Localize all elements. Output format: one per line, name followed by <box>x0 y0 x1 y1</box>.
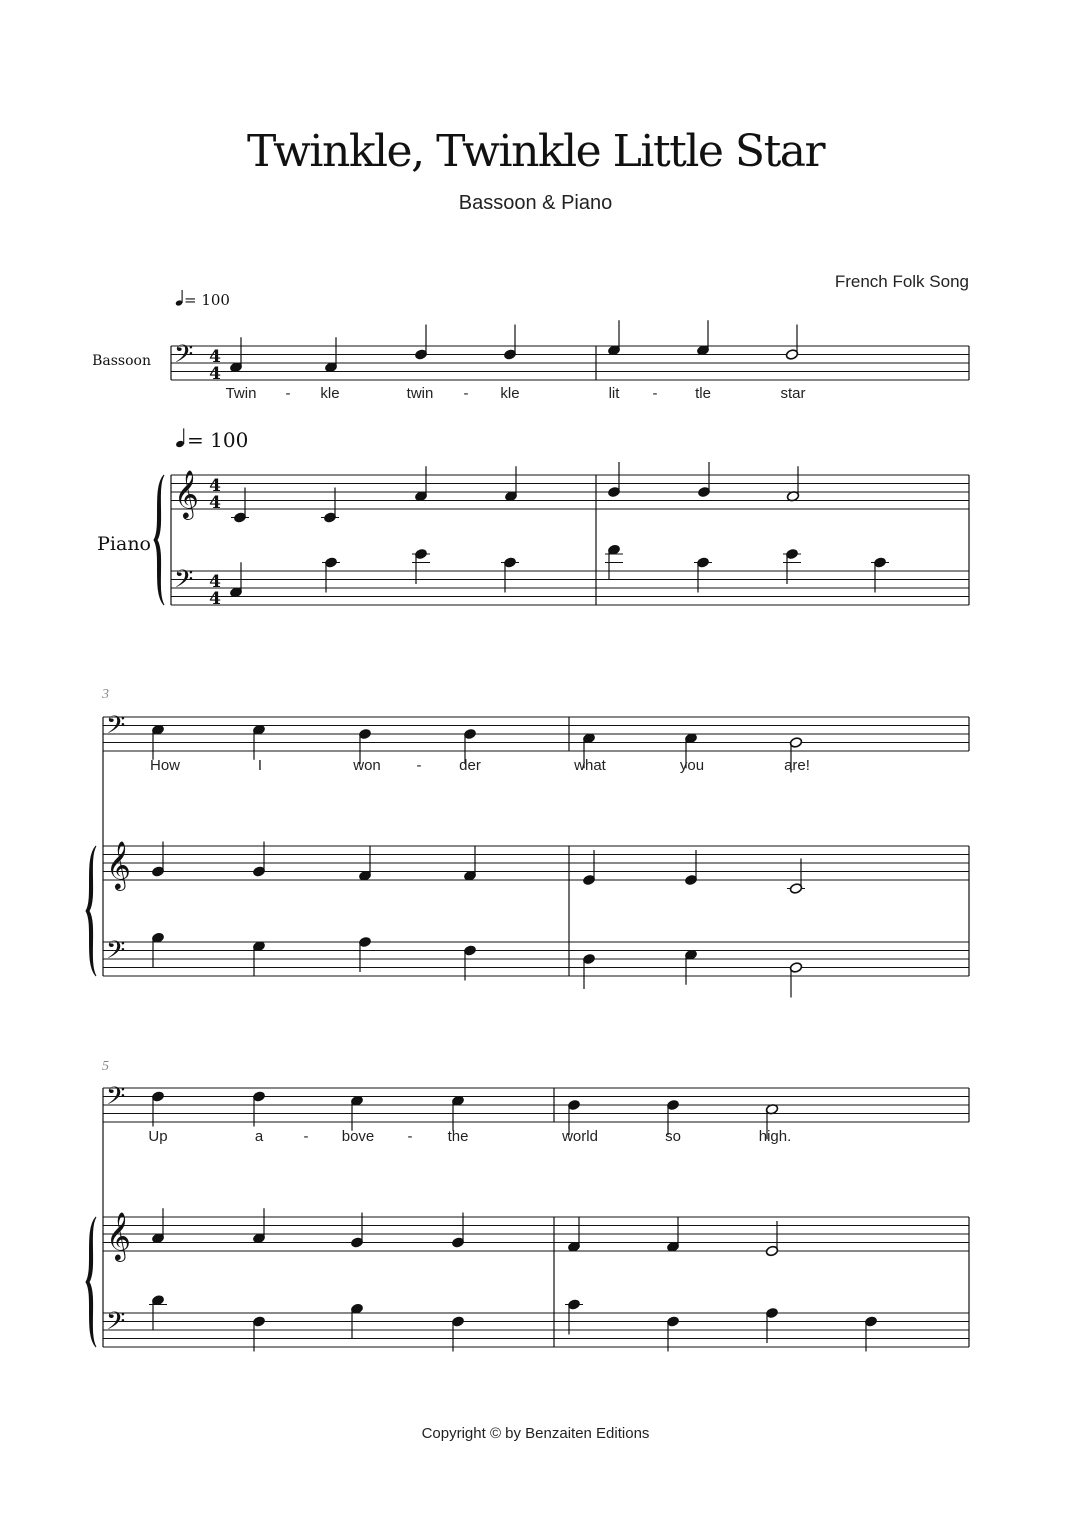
lyric-syllable: - <box>303 1128 309 1145</box>
time-signature-numerator: 4 <box>209 476 221 496</box>
bassoon-label: Bassoon <box>92 353 151 369</box>
lyric-syllable: bove <box>341 1128 375 1145</box>
lyric-syllable: Up <box>148 1128 168 1145</box>
measure-number-3: 3 <box>102 687 109 702</box>
bass-clef-icon: 𝄢 <box>174 565 194 600</box>
bass-clef-icon: 𝄢 <box>174 340 194 375</box>
piano-label: Piano <box>97 533 151 555</box>
lyric-syllable: you <box>679 757 705 774</box>
composer-credit: French Folk Song <box>834 272 969 291</box>
lyric-syllable: the <box>447 1128 469 1145</box>
piano-brace <box>86 1217 96 1347</box>
lyric-syllable: twin <box>406 385 434 402</box>
bass-clef-icon: 𝄢 <box>106 711 126 746</box>
lyric-syllable: - <box>285 385 291 402</box>
bass-clef-icon: 𝄢 <box>106 1082 126 1117</box>
lyric-syllable: - <box>407 1128 413 1145</box>
time-signature-numerator: 4 <box>209 572 221 592</box>
lyric-syllable: won <box>353 757 381 774</box>
lyric-syllable: so <box>665 1128 681 1145</box>
bass-clef-icon: 𝄢 <box>106 936 126 971</box>
lyric-syllable: der <box>459 757 481 774</box>
time-signature-denominator: 4 <box>209 364 221 384</box>
lyric-syllable: what <box>574 757 606 774</box>
measure-number-5: 5 <box>102 1059 109 1074</box>
lyric-syllable: a <box>254 1128 264 1145</box>
lyric-syllable: star <box>780 385 806 402</box>
treble-clef-icon: 𝄞 <box>106 840 131 889</box>
lyric-syllable: Twin <box>225 385 257 402</box>
piano-tempo-marking: = 100 <box>187 428 249 452</box>
lyric-syllable: - <box>652 385 658 402</box>
copyright-notice: Copyright © by Benzaiten Editions <box>421 1425 650 1442</box>
lyric-syllable: kle <box>320 385 340 402</box>
lyric-syllable: - <box>463 385 469 402</box>
bassoon-tempo-marking: = 100 <box>184 291 230 309</box>
lyric-syllable: kle <box>500 385 520 402</box>
lyric-syllable: tle <box>695 385 711 402</box>
score-title: Twinkle, Twinkle Little Star <box>246 126 825 177</box>
treble-clef-icon: 𝄞 <box>106 1211 131 1260</box>
lyric-syllable: world <box>562 1128 598 1145</box>
lyric-syllable: high. <box>758 1128 792 1145</box>
time-signature-numerator: 4 <box>209 347 221 367</box>
time-signature-denominator: 4 <box>209 589 221 609</box>
lyric-syllable: are! <box>784 757 810 774</box>
lyric-syllable: I <box>257 757 263 774</box>
score-subtitle: Bassoon & Piano <box>458 192 613 214</box>
treble-clef-icon: 𝄞 <box>174 469 199 518</box>
lyric-syllable: How <box>149 757 181 774</box>
time-signature-denominator: 4 <box>209 493 221 513</box>
piano-brace <box>154 475 164 605</box>
lyric-syllable: lit <box>608 385 620 402</box>
lyric-syllable: - <box>416 757 422 774</box>
piano-brace <box>86 846 96 976</box>
bass-clef-icon: 𝄢 <box>106 1307 126 1342</box>
